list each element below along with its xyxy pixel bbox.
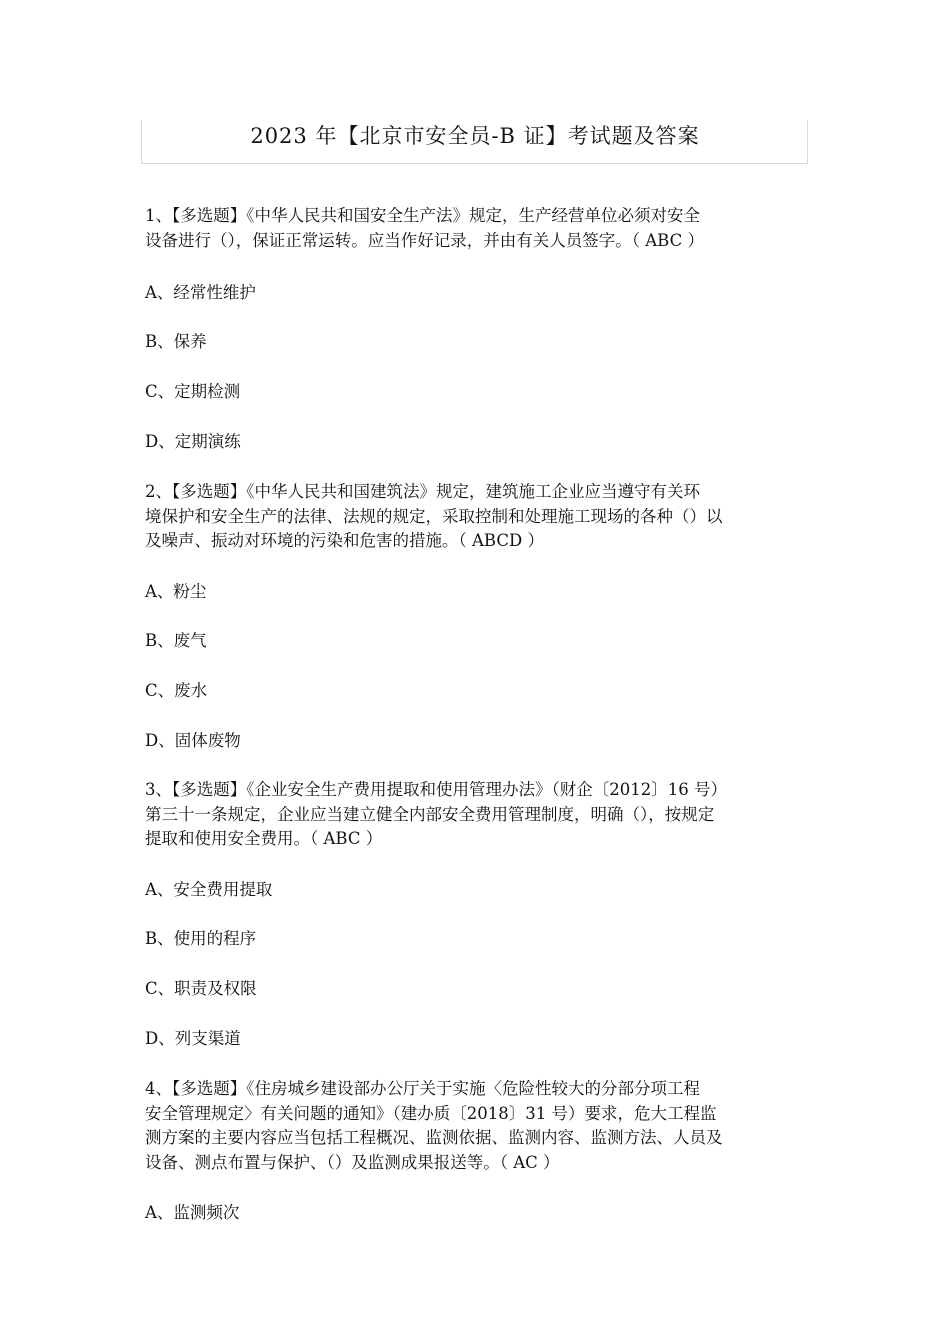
question-3-line: 第三十一条规定，企业应当建立健全内部安全费用管理制度，明确（），按规定 <box>145 804 715 824</box>
question-1-line: 设备进行（），保证正常运转。应当作好记录，并由有关人员签字。（ ABC ） <box>145 230 704 250</box>
question-4-line: 设备、测点布置与保护、（）及监测成果报送等。（ AC ） <box>145 1152 560 1172</box>
question-4-text <box>145 1077 810 1175</box>
question-3-line: 3、【多选题】《企业安全生产费用提取和使用管理办法》（财企〔2012〕16 号） <box>145 780 727 799</box>
question-1-option-d: D、定期演练 <box>145 432 241 451</box>
question-3-text <box>145 778 810 852</box>
question-1-option-b: B、保养 <box>145 332 207 351</box>
question-3-option-c: C、职责及权限 <box>145 979 257 998</box>
question-4-line: 安全管理规定〉有关问题的通知》（建办质〔2018〕31 号）要求，危大工程监 <box>145 1103 717 1123</box>
question-1-text <box>145 204 810 253</box>
question-3-option-a: A、安全费用提取 <box>145 880 273 899</box>
question-1-line: 1、【多选题】《中华人民共和国安全生产法》规定，生产经营单位必须对安全 <box>145 206 700 225</box>
question-2-line: 2、【多选题】《中华人民共和国建筑法》规定，建筑施工企业应当遵守有关环 <box>145 482 700 501</box>
question-3-option-d: D、列支渠道 <box>145 1029 241 1048</box>
question-2-text <box>145 480 810 554</box>
question-2-option-d: D、固体废物 <box>145 731 241 750</box>
question-2-option-b: B、废气 <box>145 631 207 650</box>
question-1-option-c: C、定期检测 <box>145 382 241 401</box>
question-2-option-c: C、废水 <box>145 681 208 700</box>
question-4-line: 4、【多选题】《住房城乡建设部办公厅关于实施〈危险性较大的分部分项工程 <box>145 1079 700 1098</box>
question-4-line: 测方案的主要内容应当包括工程概况、监测依据、监测内容、监测方法、人员及 <box>145 1128 723 1147</box>
question-4-option-a: A、监测频次 <box>145 1203 240 1222</box>
question-3-option-b: B、使用的程序 <box>145 929 257 948</box>
question-1-option-a: A、经常性维护 <box>145 283 256 302</box>
question-2-option-a: A、粉尘 <box>145 582 207 601</box>
question-3-line: 提取和使用安全费用。（ ABC ） <box>145 829 383 848</box>
question-2-line: 境保护和安全生产的法律、法规的规定，采取控制和处理施工现场的各种（）以 <box>145 506 723 526</box>
document-title: 2023 年【北京市安全员-B 证】考试题及答案 <box>250 124 700 148</box>
question-2-line: 及噪声、振动对环境的污染和危害的措施。（ ABCD ） <box>145 531 544 550</box>
